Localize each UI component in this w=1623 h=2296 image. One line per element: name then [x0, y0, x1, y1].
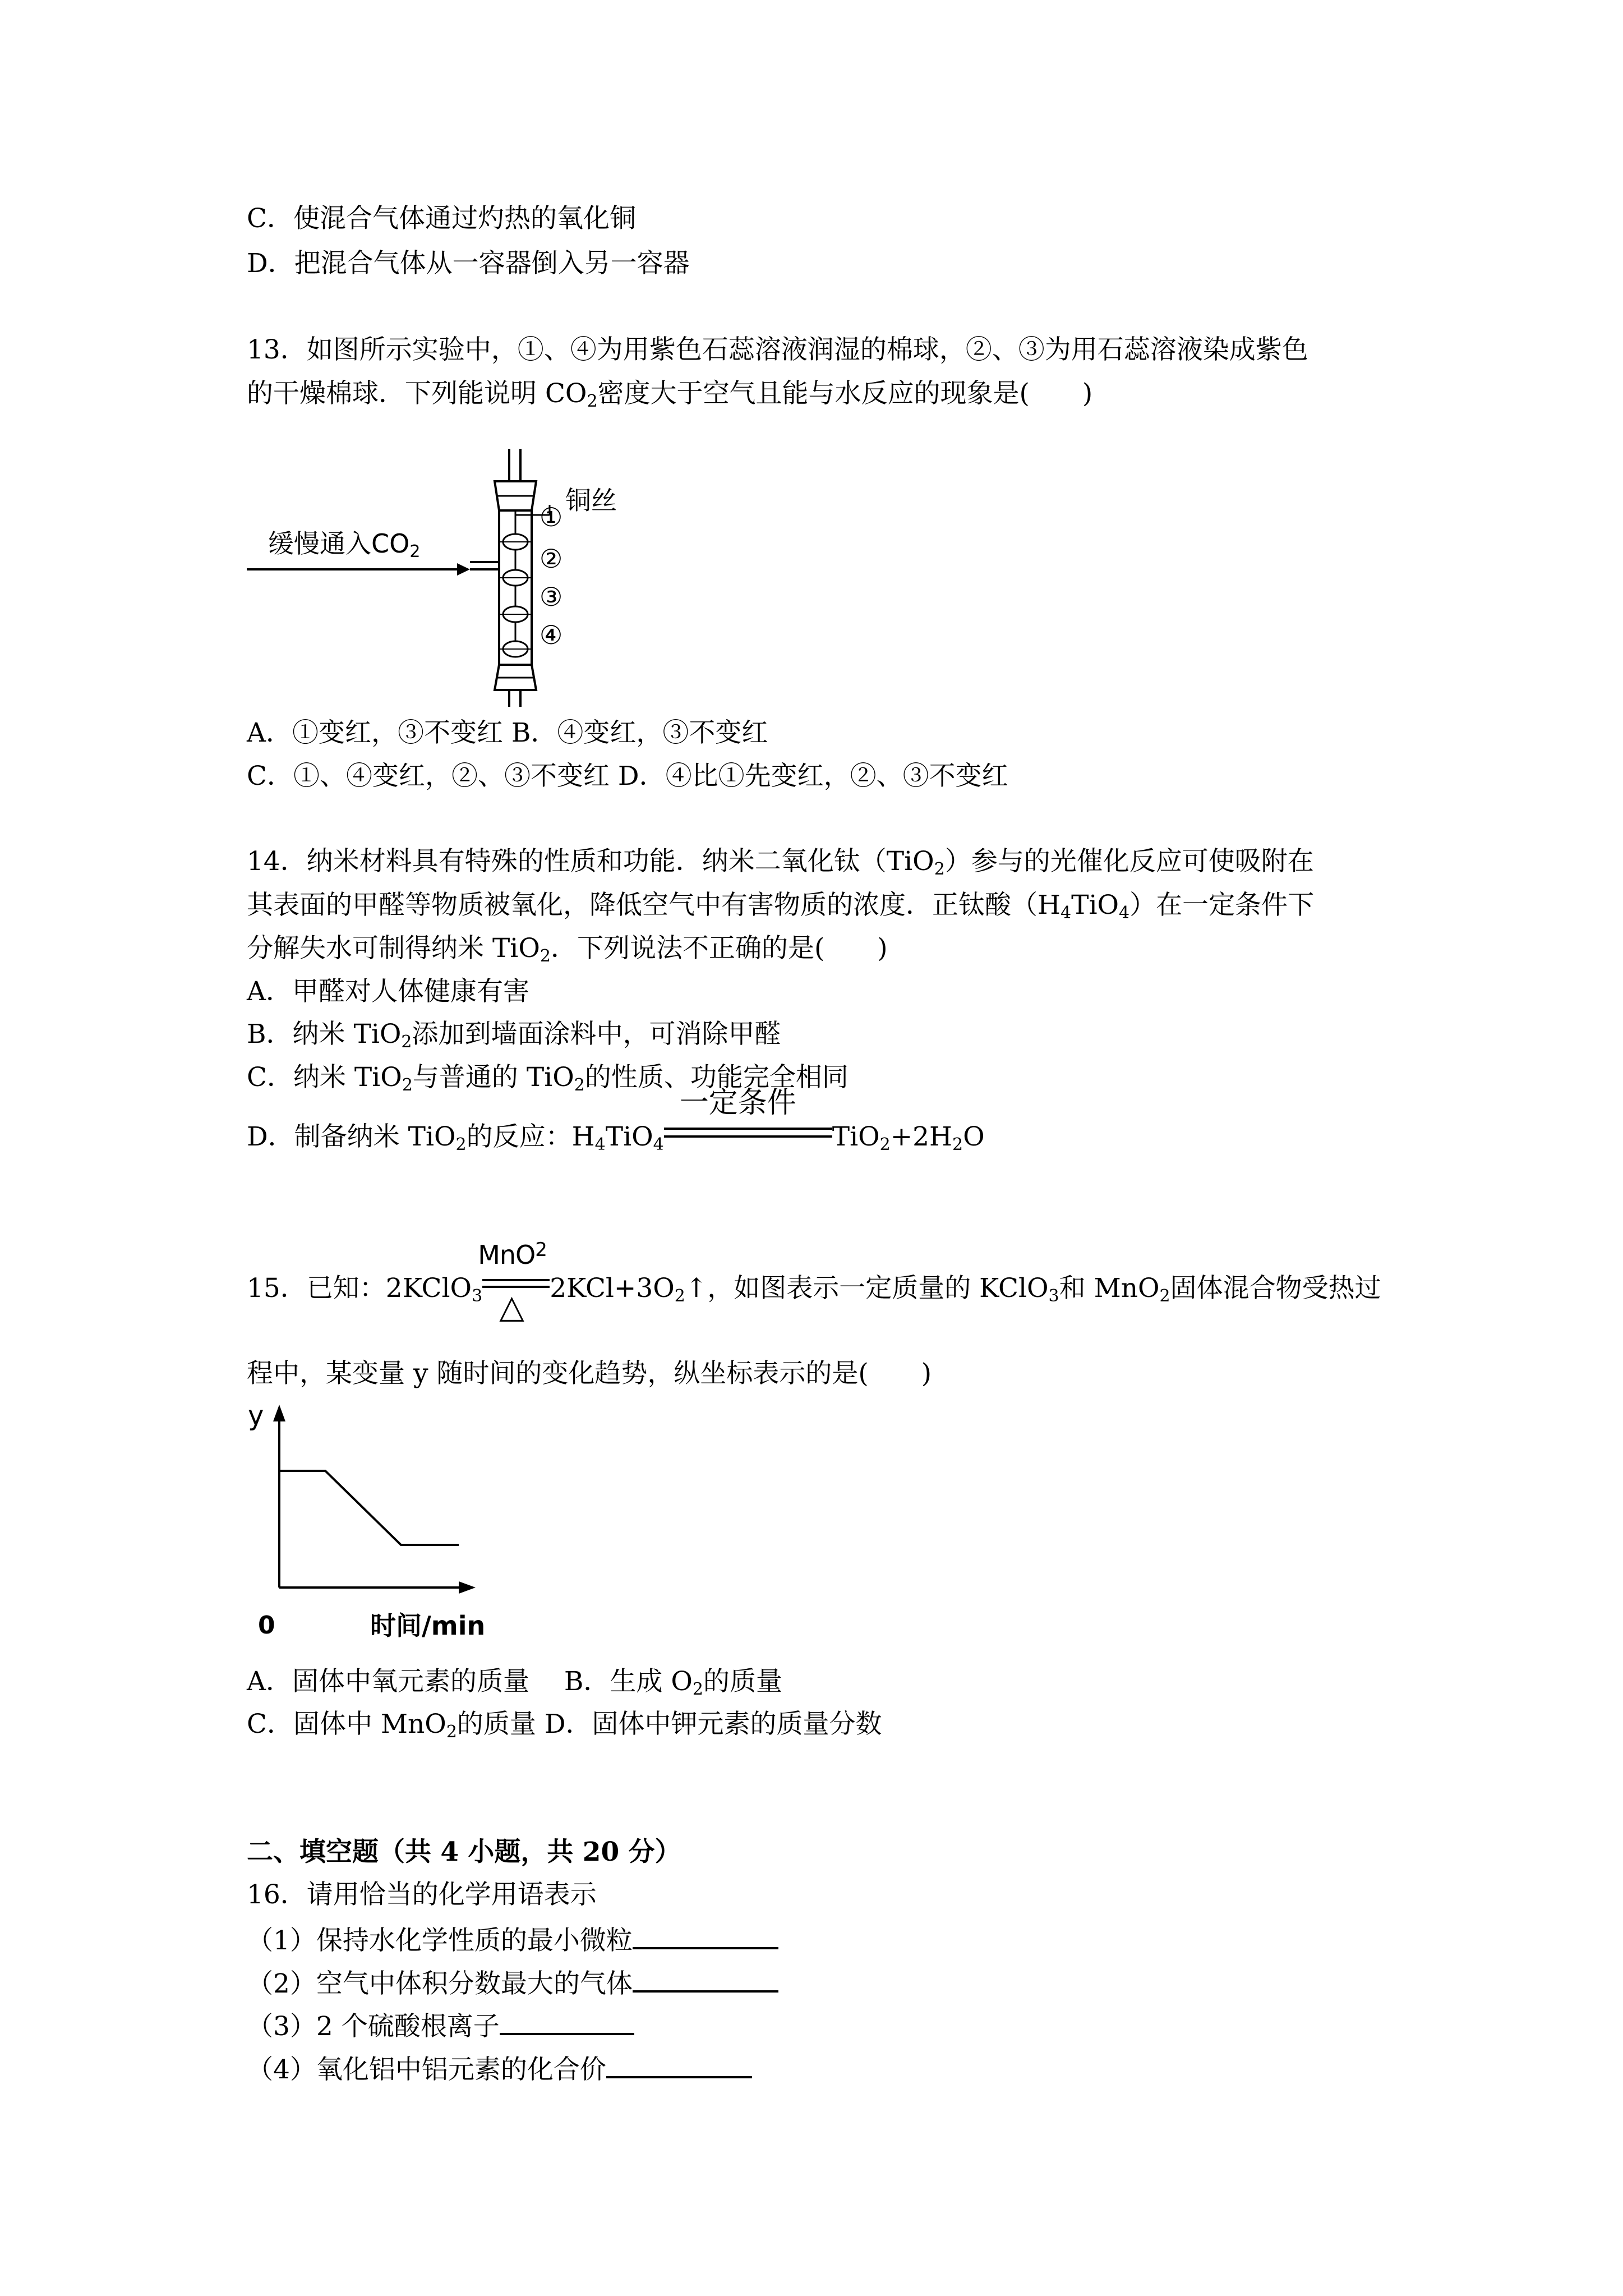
subscript: 2 — [446, 1722, 457, 1742]
q16-item-2 — [247, 1968, 778, 1997]
q13-ball-label: ① — [540, 502, 563, 532]
subscript: 2 — [587, 392, 598, 411]
q14-condition-label: 一定条件 — [679, 1086, 796, 1120]
q14-text: TiO — [605, 1121, 653, 1152]
equals-line — [482, 1279, 550, 1281]
equals-line — [664, 1135, 832, 1138]
q14-text: +2H — [890, 1121, 953, 1152]
q16-item-text: （3）2 个硫酸根离子 — [247, 2011, 500, 2042]
q14-stem-line2 — [247, 890, 1315, 923]
q15-options-line1 — [247, 1666, 782, 1699]
q14-text: 添加到墙面涂料中，可消除甲醛 — [412, 1019, 781, 1050]
q13-stem-line2 — [247, 378, 1093, 411]
q15-catalyst-text: MnO — [478, 1240, 536, 1270]
q13-stem-line1: 13．如图所示实验中，①、④为用紫色石蕊溶液润湿的棉球，②、③为用石蕊溶液染成紫色 — [247, 334, 1308, 365]
q16-item-text: （2）空气中体积分数最大的气体 — [247, 1968, 633, 1999]
q14-text: 与普通的 TiO — [412, 1062, 574, 1093]
q15-text: 的质量 — [703, 1666, 782, 1697]
q15-text: 固体混合物受热过 — [1170, 1273, 1381, 1304]
q14-option-a: A．甲醛对人体健康有害 — [247, 976, 529, 1007]
subscript: 2 — [535, 1239, 547, 1261]
answer-blank[interactable] — [606, 2054, 752, 2078]
subscript: 2 — [574, 1075, 585, 1095]
q14-text: B．纳米 TiO — [247, 1019, 402, 1050]
answer-blank[interactable] — [633, 1968, 778, 1993]
q15-catalyst-label — [478, 1239, 547, 1270]
q14-text: C．纳米 TiO — [247, 1062, 402, 1093]
answer-blank[interactable] — [500, 2010, 634, 2035]
subscript: 2 — [402, 1075, 413, 1095]
q15-text: 2KCl+3O — [550, 1273, 675, 1304]
subscript: 4 — [653, 1135, 664, 1154]
q14-text: ）参与的光催化反应可使吸附在 — [944, 846, 1314, 877]
q14-text: ．下列说法不正确的是( ) — [550, 933, 888, 964]
q13-ball-label: ③ — [540, 582, 563, 612]
q14-option-d — [247, 1086, 985, 1154]
q15-stem-line1 — [247, 1239, 1381, 1326]
section-title: 二、填空题（共 4 小题，共 20 分） — [247, 1837, 681, 1867]
y-axis-label: y — [248, 1400, 264, 1432]
subscript: 2 — [401, 1032, 412, 1052]
q14-text: D．制备纳米 TiO — [247, 1121, 456, 1152]
q15-heat-symbol: △ — [499, 1287, 524, 1326]
q15-text: 15．已知：2KClO — [247, 1273, 472, 1304]
q14-text: O — [963, 1121, 985, 1152]
q13-options-line2: C．①、④变红，②、③不变红 D．④比①先变红，②、③不变红 — [247, 761, 1008, 792]
q15-stem-line2: 程中，某变量 y 随时间的变化趋势，纵坐标表示的是( ) — [247, 1358, 932, 1389]
subscript: 3 — [1048, 1286, 1059, 1306]
subscript: 3 — [472, 1286, 483, 1306]
q16-item-text: （4）氧化铝中铝元素的化合价 — [247, 2054, 606, 2085]
subscript: 2 — [952, 1135, 963, 1154]
q14-text: 14．纳米材料具有特殊的性质和功能．纳米二氧化钛（TiO — [247, 846, 934, 877]
q14-stem-line1 — [247, 846, 1314, 879]
q15-reaction-arrow — [478, 1239, 550, 1326]
subscript: 4 — [1119, 903, 1130, 923]
subscript: 2 — [540, 946, 551, 966]
q15-text: 和 MnO — [1059, 1273, 1160, 1304]
subscript: 2 — [692, 1680, 703, 1699]
subscript: 4 — [1061, 903, 1072, 923]
q13-stem-text-b: 密度大于空气且能与水反应的现象是( ) — [597, 378, 1093, 409]
q13-inlet-label: 缓慢通入CO2 — [268, 528, 421, 562]
q14-reaction-arrow — [664, 1086, 832, 1145]
q15-graph — [241, 1397, 533, 1644]
q14-stem-line3 — [247, 933, 888, 966]
q13-ball-label: ④ — [540, 620, 563, 650]
q14-text: 分解失水可制得纳米 TiO — [247, 933, 540, 964]
q15-options-line2 — [247, 1709, 882, 1742]
q15-text: C．固体中 MnO — [247, 1709, 446, 1740]
origin-label: 0 — [258, 1611, 275, 1640]
q14-text: 的性质、功能完全相同 — [584, 1062, 849, 1093]
subscript: 4 — [594, 1135, 606, 1154]
q16-item-3 — [247, 2010, 634, 2040]
q14-text: 其表面的甲醛等物质被氧化，降低空气中有害物质的浓度．正钛酸（H — [247, 890, 1061, 921]
subscript: 2 — [455, 1135, 467, 1154]
q12-option-d: D．把混合气体从一容器倒入另一容器 — [247, 248, 690, 279]
subscript: 2 — [1159, 1286, 1170, 1306]
answer-blank[interactable] — [633, 1925, 778, 1949]
q15-text: ↑，如图表示一定质量的 KClO — [685, 1273, 1049, 1304]
q15-curve — [279, 1471, 459, 1545]
q14-text: TiO — [832, 1121, 880, 1152]
subscript: 2 — [674, 1286, 685, 1306]
q14-option-b — [247, 1019, 781, 1052]
q14-text: ）在一定条件下 — [1129, 890, 1315, 921]
subscript: 2 — [934, 859, 945, 879]
q13-options-line1: A．①变红，③不变红 B．④变红，③不变红 — [247, 717, 768, 748]
subscript: 2 — [879, 1135, 891, 1154]
x-axis-label: 时间/min — [370, 1611, 486, 1641]
q13-apparatus-figure — [236, 449, 662, 707]
q14-text: TiO — [1071, 890, 1119, 921]
q16-stem: 16．请用恰当的化学用语表示 — [247, 1879, 597, 1910]
q13-ball-label: ② — [540, 544, 563, 574]
q15-text: 的质量 D．固体中钾元素的质量分数 — [457, 1709, 882, 1740]
q15-text: A．固体中氧元素的质量 B．生成 O — [247, 1666, 693, 1697]
q16-item-4 — [247, 2054, 752, 2083]
q16-item-1 — [247, 1925, 778, 1954]
q13-wire-label: 铜丝 — [565, 485, 617, 516]
q13-stem-text-a: 的干燥棉球．下列能说明 CO — [247, 378, 587, 409]
equals-line — [664, 1128, 832, 1130]
q14-text: 的反应：H — [466, 1121, 595, 1152]
q12-option-c: C．使混合气体通过灼热的氧化铜 — [247, 203, 636, 234]
q16-item-text: （1）保持水化学性质的最小微粒 — [247, 1925, 633, 1956]
